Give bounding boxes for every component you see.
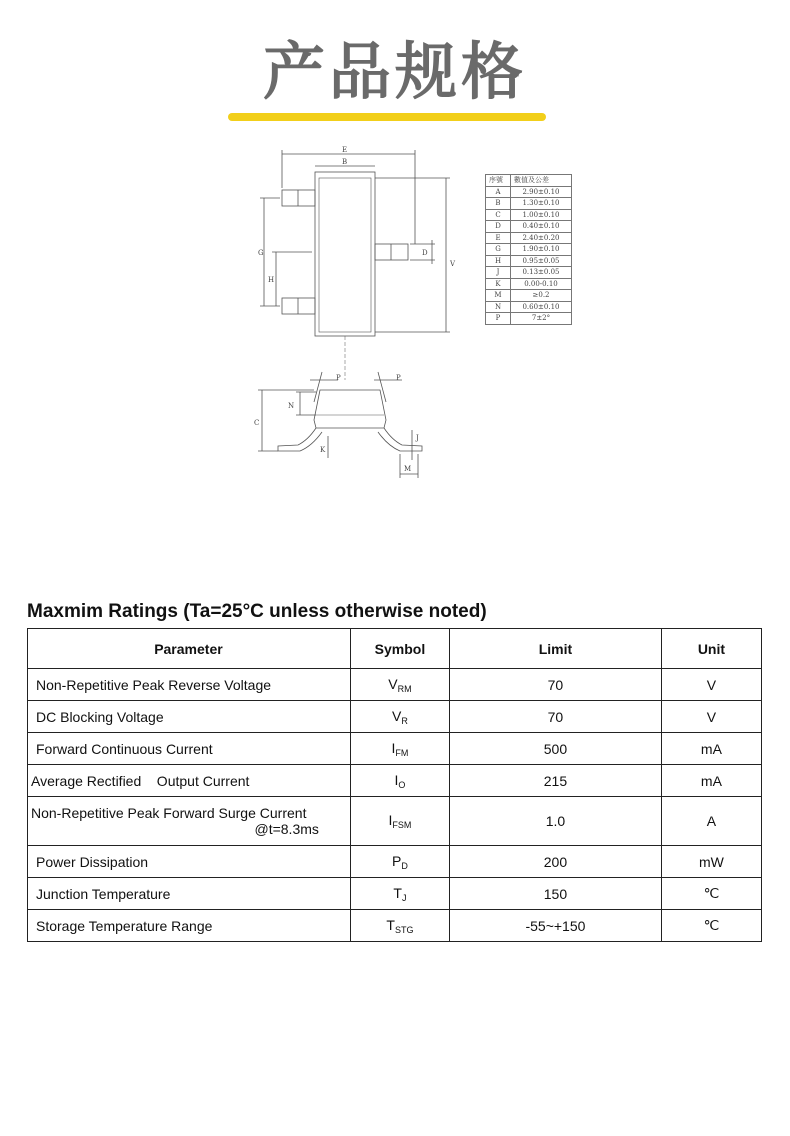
symbol-sub: O	[398, 779, 406, 790]
top-view-body	[315, 172, 375, 336]
symbol-sub: J	[401, 892, 407, 903]
dim-label-h: H	[268, 276, 275, 284]
dim-label-n: N	[288, 402, 295, 410]
dimension-value: 7±2°	[511, 313, 572, 325]
dimension-key: G	[486, 244, 511, 256]
param-cell: DC Blocking Voltage	[28, 701, 351, 733]
param-line-1: Non-Repetitive Peak Forward Surge Current	[31, 805, 307, 821]
dimension-header-no: 序號	[486, 175, 511, 187]
dimension-row	[486, 244, 572, 256]
symbol-cell	[350, 910, 449, 942]
dimension-value: 2.40±0.20	[511, 232, 572, 244]
dimension-value: 0.40±0.10	[511, 221, 572, 233]
param-cell: Junction Temperature	[28, 878, 351, 910]
table-row	[28, 669, 762, 701]
symbol-sub: FSM	[392, 820, 412, 830]
limit-cell: 150	[450, 878, 662, 910]
side-view-body	[314, 390, 386, 428]
dim-label-p-right: P	[396, 374, 401, 382]
table-row	[28, 846, 762, 878]
symbol-sub: RM	[397, 683, 412, 694]
unit-cell: mA	[661, 765, 761, 797]
dim-label-m: M	[404, 465, 412, 473]
dim-label-v: V	[450, 260, 456, 268]
unit-cell: ℃	[661, 910, 761, 942]
ratings-table	[27, 628, 762, 942]
dimension-row	[486, 255, 572, 267]
dimension-value: 0.13±0.05	[511, 267, 572, 279]
param-line-2: @t=8.3ms	[254, 821, 319, 837]
dimension-row	[486, 198, 572, 210]
symbol-sub: STG	[394, 924, 414, 935]
dimension-key: H	[486, 255, 511, 267]
dimension-key: J	[486, 267, 511, 279]
header-symbol: Symbol	[350, 629, 449, 669]
dim-label-e: E	[342, 146, 348, 154]
unit-cell: A	[661, 797, 761, 846]
limit-cell: -55~+150	[450, 910, 662, 942]
table-row	[28, 910, 762, 942]
table-row	[28, 765, 762, 797]
dimension-value: 2.90±0.10	[511, 186, 572, 198]
symbol-main: I	[394, 771, 399, 788]
dimension-row	[486, 221, 572, 233]
limit-cell: 1.0	[450, 797, 662, 846]
param-cell: Forward Continuous Current	[28, 733, 351, 765]
dim-label-p-left: P	[336, 374, 341, 382]
dimension-table	[485, 174, 572, 325]
dimension-row	[486, 232, 572, 244]
dim-label-b: B	[342, 158, 348, 166]
dimension-value: 0.00-0.10	[511, 278, 572, 290]
limit-cell: 215	[450, 765, 662, 797]
dimension-key: P	[486, 313, 511, 325]
table-row	[28, 733, 762, 765]
limit-cell: 200	[450, 846, 662, 878]
symbol-cell	[350, 846, 449, 878]
symbol-sub: D	[401, 860, 408, 871]
dim-label-c: C	[254, 419, 260, 427]
symbol-main: I	[388, 812, 393, 828]
page-title: 产品规格	[262, 35, 527, 108]
dimension-row	[486, 313, 572, 325]
dim-label-d: D	[422, 249, 428, 257]
dimension-table-header	[486, 175, 572, 187]
param-cell: Storage Temperature Range	[28, 910, 351, 942]
dim-label-g: G	[258, 249, 264, 257]
dimension-value: ≥0.2	[511, 290, 572, 302]
dimension-key: N	[486, 301, 511, 313]
dimension-value: 1.90±0.10	[511, 244, 572, 256]
symbol-sub: R	[401, 715, 408, 726]
dimension-key: K	[486, 278, 511, 290]
symbol-main: T	[393, 884, 402, 901]
symbol-cell	[350, 669, 449, 701]
unit-cell: V	[661, 669, 761, 701]
symbol-main: V	[388, 675, 398, 692]
unit-cell: mW	[661, 846, 761, 878]
dimension-value: 1.30±0.10	[511, 198, 572, 210]
dimension-row	[486, 209, 572, 221]
dimension-row	[486, 278, 572, 290]
lead-right	[375, 244, 408, 260]
table-row	[28, 878, 762, 910]
limit-cell: 500	[450, 733, 662, 765]
ratings-header-row	[28, 629, 762, 669]
symbol-cell	[350, 733, 449, 765]
param-cell: Non-Repetitive Peak Reverse Voltage	[28, 669, 351, 701]
limit-cell: 70	[450, 669, 662, 701]
header-unit: Unit	[661, 629, 761, 669]
unit-cell: mA	[661, 733, 761, 765]
header-parameter: Parameter	[28, 629, 351, 669]
header-limit: Limit	[450, 629, 662, 669]
symbol-cell	[350, 765, 449, 797]
symbol-cell	[350, 878, 449, 910]
dimension-key: C	[486, 209, 511, 221]
symbol-cell	[350, 701, 449, 733]
unit-cell: ℃	[661, 878, 761, 910]
dimension-row	[486, 301, 572, 313]
dimension-row	[486, 290, 572, 302]
dimension-row	[486, 267, 572, 279]
dimension-row	[486, 186, 572, 198]
unit-cell: V	[661, 701, 761, 733]
dimension-value: 0.95±0.05	[511, 255, 572, 267]
dim-label-k: K	[320, 446, 326, 454]
lead-left-top	[282, 190, 315, 206]
table-row	[28, 797, 762, 846]
param-cell	[28, 797, 351, 846]
param-cell: Power Dissipation	[28, 846, 351, 878]
symbol-main: I	[391, 739, 396, 756]
dimension-key: B	[486, 198, 511, 210]
lead-left-bottom	[282, 298, 315, 314]
dim-label-j: J	[416, 434, 419, 442]
symbol-main: T	[386, 916, 395, 933]
table-row	[28, 701, 762, 733]
symbol-cell	[350, 797, 449, 846]
dimension-key: M	[486, 290, 511, 302]
dimension-key: E	[486, 232, 511, 244]
dimension-key: A	[486, 186, 511, 198]
dimension-value: 1.00±0.10	[511, 209, 572, 221]
symbol-main: P	[392, 852, 402, 869]
ratings-title: Maxmim Ratings (Ta=25°C unless otherwise noted)	[27, 601, 487, 622]
title-underline	[228, 113, 546, 121]
dimension-value: 0.60±0.10	[511, 301, 572, 313]
symbol-main: V	[392, 707, 402, 724]
dimension-key: D	[486, 221, 511, 233]
dimension-header-value: 數值及公差	[511, 175, 572, 187]
limit-cell: 70	[450, 701, 662, 733]
param-cell: Average Rectified Output Current	[28, 765, 351, 797]
symbol-sub: FM	[395, 747, 409, 758]
